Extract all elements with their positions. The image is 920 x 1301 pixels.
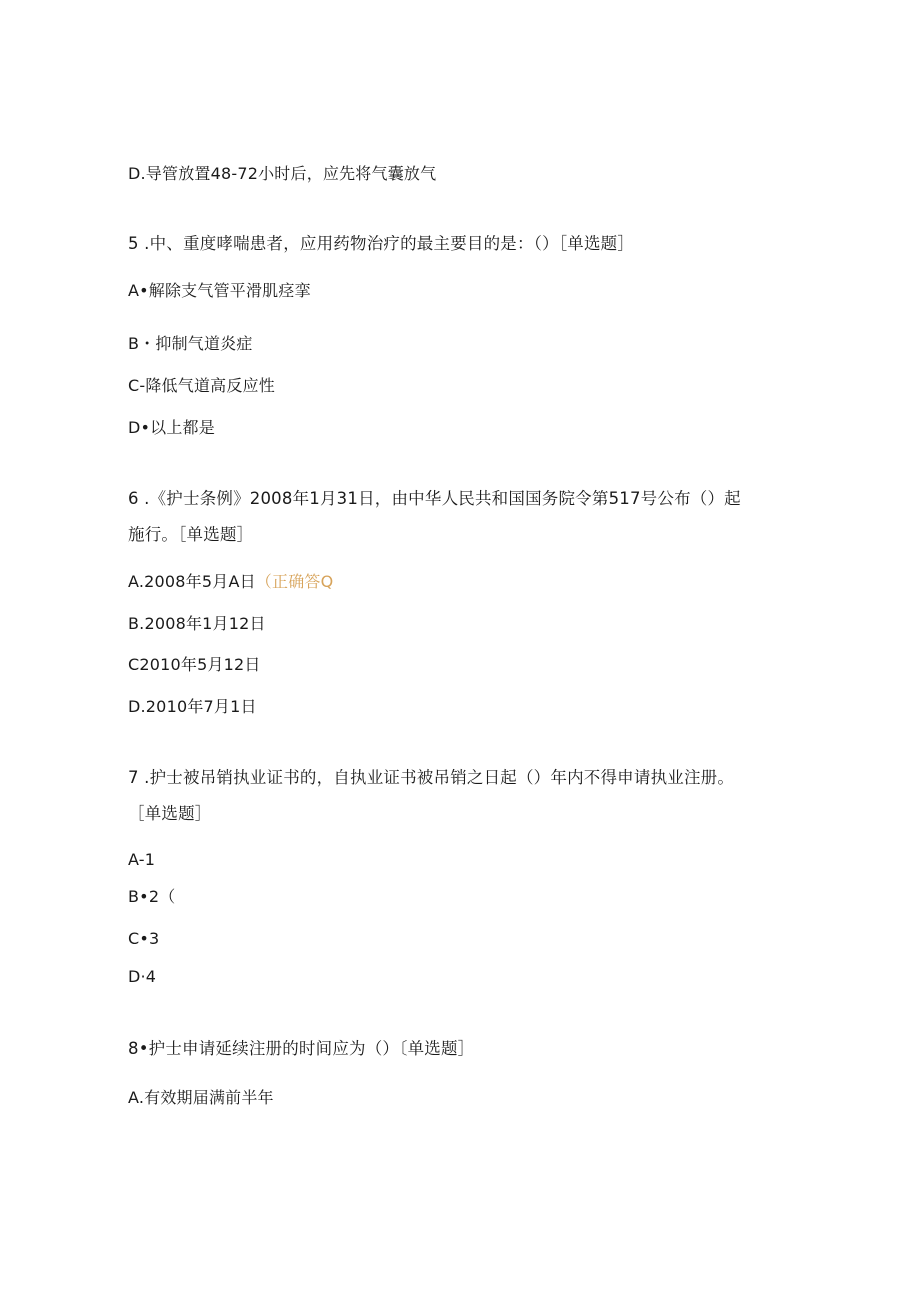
q6-option-a bbox=[128, 571, 333, 593]
q5-option-b: B・抑制气道炎症 bbox=[128, 334, 253, 353]
q5-option-c: C-降低气道高反应性 bbox=[128, 376, 275, 395]
q6-option-d: D.2010年7月1日 bbox=[128, 697, 257, 716]
q6-option-a-text: A.2008年5月A日 bbox=[128, 572, 256, 591]
q6-option-c: C2010年5月12日 bbox=[128, 655, 261, 674]
q6-option-b: B.2008年1月12日 bbox=[128, 614, 266, 633]
q7-option-b: B•2（ bbox=[128, 887, 176, 906]
q8-stem: 8•护士申请延续注册的时间应为（）〔单选题］ bbox=[128, 1039, 475, 1058]
q5-stem: 5 .中、重度哮喘患者，应用药物治疗的最主要目的是：（）［单选题］ bbox=[128, 234, 635, 253]
q5-option-a: A•解除支气管平滑肌痉挛 bbox=[128, 281, 311, 300]
q5-option-d: D•以上都是 bbox=[128, 418, 215, 437]
q7-option-a: A-1 bbox=[128, 850, 156, 869]
q7-stem-line2: ［单选题］ bbox=[128, 804, 212, 823]
q6-stem-line1: 6 .《护士条例》2008年1月31日，由中华人民共和国国务院令第517号公布（）起 bbox=[128, 489, 741, 508]
q8-option-a: A.有效期届满前半年 bbox=[128, 1088, 274, 1107]
q7-option-c: C•3 bbox=[128, 929, 160, 948]
q7-stem-line1: 7 .护士被吊销执业证书的，自执业证书被吊销之日起（）年内不得申请执业注册。 bbox=[128, 768, 735, 787]
q6-stem-line2: 施行。［单选题］ bbox=[128, 525, 254, 544]
q7-option-d: D·4 bbox=[128, 967, 157, 986]
q4-option-d: D.导管放置48-72小时后，应先将气囊放气 bbox=[128, 164, 437, 183]
correct-answer-mark: （正确答Q bbox=[255, 572, 334, 591]
